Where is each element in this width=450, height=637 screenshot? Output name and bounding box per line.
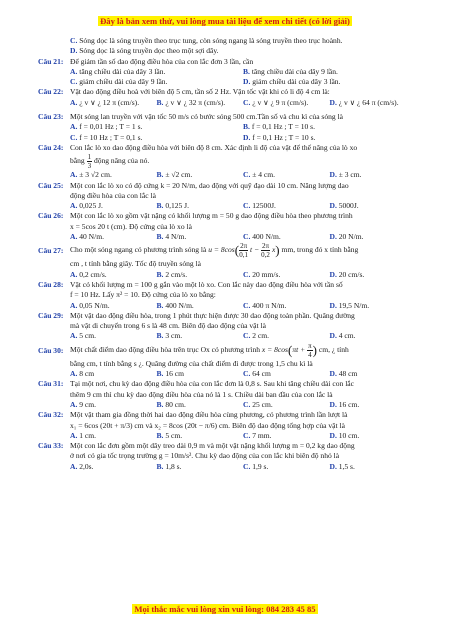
option-b: B. 2 cm/s. (156, 269, 188, 279)
option-d: D. ¿ v ∨ ¿ 64 π (cm/s). (329, 97, 399, 107)
question-number: Câu 24: (38, 142, 64, 152)
question-text: bằng cm, t tính bằng s ¿. Quãng đường của chất điểm đi được trong 1,5 chu kì là (70, 358, 313, 368)
option-b: B. f = 0,1 Hz ; T = 10 s. (243, 122, 315, 132)
option-d: D. 16 cm. (329, 399, 360, 409)
option-d: D. 20 N/m. (329, 232, 364, 242)
option-a: A. f = 0,01 Hz ; T = 1 s. (70, 122, 143, 132)
question-20-tail (38, 36, 416, 57)
question-number: Câu 27: (38, 246, 64, 256)
question-number: Câu 26: (38, 211, 64, 221)
question-27 (38, 242, 416, 280)
question-text-equation-line: Một chất điểm dao động điều hòa trên trục Ox có phương trình x = 8cos(πt + $\frac{\pi}{4}$ ) cm, ¿ tính (70, 341, 349, 359)
option-c: C. giảm chiều dài của dây 9 lần. (70, 77, 168, 87)
option-b: B. ± √2 cm. (156, 170, 193, 180)
question-number: Câu 25: (38, 180, 64, 190)
preview-notice-banner: Đây là bản xem thử, vui lòng mua tài liệu để xem chi tiết (có lời giải) (100, 16, 350, 26)
question-text: Tại một nơi, chu kỳ dao động điều hòa của con lắc đơn là 0,8 s. Sau khi tăng chiều dài con lắc (70, 379, 354, 389)
option-d: D. Sóng dọc là sóng truyền dọc theo một sợi dây. (70, 46, 219, 56)
option-b: B. 400 N/m. (156, 300, 194, 310)
option-c: C. 2 cm. (243, 331, 270, 341)
question-text: Một con lắc đơn gồm một dây treo dài 0,9 m và một vật nặng khối lượng m = 0,2 kg dao động (70, 441, 355, 451)
question-text-fraction-line: bằng $\frac{1}{3}$ động năng của nó. (70, 153, 150, 171)
question-text: thêm 9 cm thì chu kỳ dao động điều hòa của nó là 1 s. Chiều dài ban đầu của con lắc là (70, 389, 333, 399)
question-text: động điều hòa của con lắc là (70, 190, 156, 200)
option-a: A. 9 cm. (70, 399, 97, 409)
question-text: Một vật dao động điều hòa, trong 1 phút thực hiện được 30 dao động toàn phần. Quãng đường (70, 310, 355, 320)
option-c: C. Sóng dọc là sóng truyền theo trục tung, còn sóng ngang là sóng truyền theo trục hoành. (70, 36, 343, 45)
contact-banner: Mọi thắc mắc vui lòng xin vui lòng: 084 283 45 85 (134, 604, 316, 614)
question-number: Câu 30: (38, 345, 64, 355)
option-a: A. 8 cm (70, 369, 95, 379)
option-a: A. 40 N/m. (70, 232, 104, 242)
option-a: A. 5 cm. (70, 331, 97, 341)
option-a: A. ± 3 √2 cm. (70, 170, 112, 180)
option-b: B. tăng chiều dài của dây 9 lần. (243, 66, 338, 76)
question-number: Câu 23: (38, 112, 64, 122)
option-b: B. 0,125 J. (156, 201, 190, 211)
question-number: Câu 21: (38, 56, 64, 66)
option-d: D. giảm chiều dài của dây 3 lần. (243, 77, 341, 87)
option-c: C. f = 10 Hz ; T = 0,1 s. (70, 132, 143, 142)
question-text: Một con lắc lò xo gồm vật nặng có khối lượng m = 50 g dao động điều hòa theo phương trình (70, 211, 353, 221)
question-text: x = 5cos 20 t (cm). Độ cứng của lò xo là (70, 221, 192, 231)
option-a: A. tăng chiều dài của dây 3 lần. (70, 66, 166, 76)
question-text: cm , t tính bằng giây. Tốc độ truyền sóng là (70, 259, 201, 269)
question-22 (38, 87, 416, 108)
question-text: Để giảm tần số dao động điều hòa của con lắc đơn 3 lần, cần (70, 56, 254, 66)
option-b: B. 16 cm (156, 369, 184, 379)
option-d: D. 48 cm (329, 369, 358, 379)
question-28 (38, 280, 416, 311)
option-a: A. ¿ v ∨ ¿ 12 π (cm/s). (70, 97, 140, 107)
option-b: B. 80 cm. (156, 399, 186, 409)
option-c: C. 7 mm. (243, 430, 272, 440)
question-32 (38, 410, 416, 441)
option-c: C. ¿ v ∨ ¿ 9 π (cm/s). (243, 97, 309, 107)
option-b: B. 4 N/m. (156, 232, 187, 242)
question-text: Vật dao động điều hoà với biên độ 5 cm, tần số 2 Hz. Vận tốc vật khi có li độ 4 cm là: (70, 87, 330, 97)
option-c: C. 12500J. (243, 201, 276, 211)
question-number: Câu 22: (38, 87, 64, 97)
question-text: ở nơi có gia tốc trọng trường g = 10m/s². Chu kỳ dao động của con lắc khi biên độ nhỏ là (70, 451, 340, 461)
question-26 (38, 211, 416, 242)
fraction: $\frac{\pi}{4}$ (308, 341, 312, 359)
option-d: D. 1,5 s. (329, 461, 355, 471)
option-c: C. 400 N/m. (243, 232, 281, 242)
option-d: D. 4 cm. (329, 331, 356, 341)
option-a: A. 0,2 cm/s. (70, 269, 107, 279)
option-d: D. ± 3 cm. (329, 170, 362, 180)
option-a: A. 0,05 N/m. (70, 300, 110, 310)
question-number: Câu 32: (38, 410, 64, 420)
option-b: B. ¿ v ∨ ¿ 32 π (cm/s). (156, 97, 226, 107)
fraction-one-third: $\frac{1}{3}$ (87, 153, 92, 171)
fraction: $\frac{2\pi}{0,2}$ (261, 242, 270, 260)
option-c: C. 400 π N/m. (243, 300, 287, 310)
question-text-equation-line: Cho một sóng ngang có phương trình sóng là u = 8cos( $\frac{2\pi}{0,1}$ t − $\frac{2\pi}{0,2}$ x) mm, trong đó x tính bằng (70, 242, 359, 260)
exam-page (38, 36, 416, 472)
fraction: $\frac{2\pi}{0,1}$ (239, 242, 248, 260)
option-c: C. 1,9 s. (243, 461, 269, 471)
question-text: Con lắc lò xo dao động điều hòa với biên độ 8 cm. Xác định li độ của vật để thế năng của lò xo (70, 142, 358, 152)
question-29 (38, 311, 416, 342)
option-a: A. 0,025 J. (70, 201, 103, 211)
option-d: D. 19,5 N/m. (329, 300, 370, 310)
question-text: Vật có khối lượng m = 100 g gắn vào một lò xo. Con lắc này dao động điều hòa với tần số (70, 279, 343, 289)
question-text: mà vật di chuyển trong 6 s là 48 cm. Biên độ dao động của vật là (70, 321, 266, 331)
question-number: Câu 33: (38, 441, 64, 451)
question-31 (38, 379, 416, 410)
question-21 (38, 57, 416, 88)
option-b: B. 5 cm. (156, 430, 183, 440)
option-c: C. 20 mm/s. (243, 269, 281, 279)
question-24 (38, 143, 416, 181)
question-number: Câu 29: (38, 310, 64, 320)
option-b: B. 1,8 s. (156, 461, 182, 471)
option-a: A. 1 cm. (70, 430, 97, 440)
option-d: D. 20 cm/s. (329, 269, 365, 279)
question-text: Một sóng lan truyền với vận tốc 50 m/s có bước sóng 500 cm.Tần số và chu kì của sóng là (70, 112, 344, 122)
question-23 (38, 112, 416, 143)
option-b: B. 3 cm. (156, 331, 183, 341)
option-c: C. ± 4 cm. (243, 170, 276, 180)
question-text: x₁ = 6cos (20t + π/3) cm và x₂ = 8cos (20t − π/6) cm. Biên độ dao động tổng hợp của vật là (70, 420, 345, 430)
question-33 (38, 441, 416, 472)
option-c: C. 25 cm. (243, 399, 273, 409)
option-a: A. 2,0s. (70, 461, 94, 471)
question-25 (38, 181, 416, 212)
question-text: f = 10 Hz. Lấy π² = 10. Độ cứng của lò xo bằng: (70, 290, 216, 300)
question-30 (38, 342, 416, 380)
question-number: Câu 28: (38, 279, 64, 289)
option-d: D. f = 0,1 Hz ; T = 10 s. (243, 132, 316, 142)
question-number: Câu 31: (38, 379, 64, 389)
option-d: D. 5000J. (329, 201, 359, 211)
question-text: Một con lắc lò xo có độ cứng k = 20 N/m, dao động với quỹ đạo dài 10 cm. Năng lượng dao (70, 180, 349, 190)
option-c: C. 64 cm (243, 369, 271, 379)
option-d: D. 10 cm. (329, 430, 360, 440)
question-text: Một vật tham gia đồng thời hai dao động điều hòa cùng phương, có phương trình lần lượt là (70, 410, 348, 420)
